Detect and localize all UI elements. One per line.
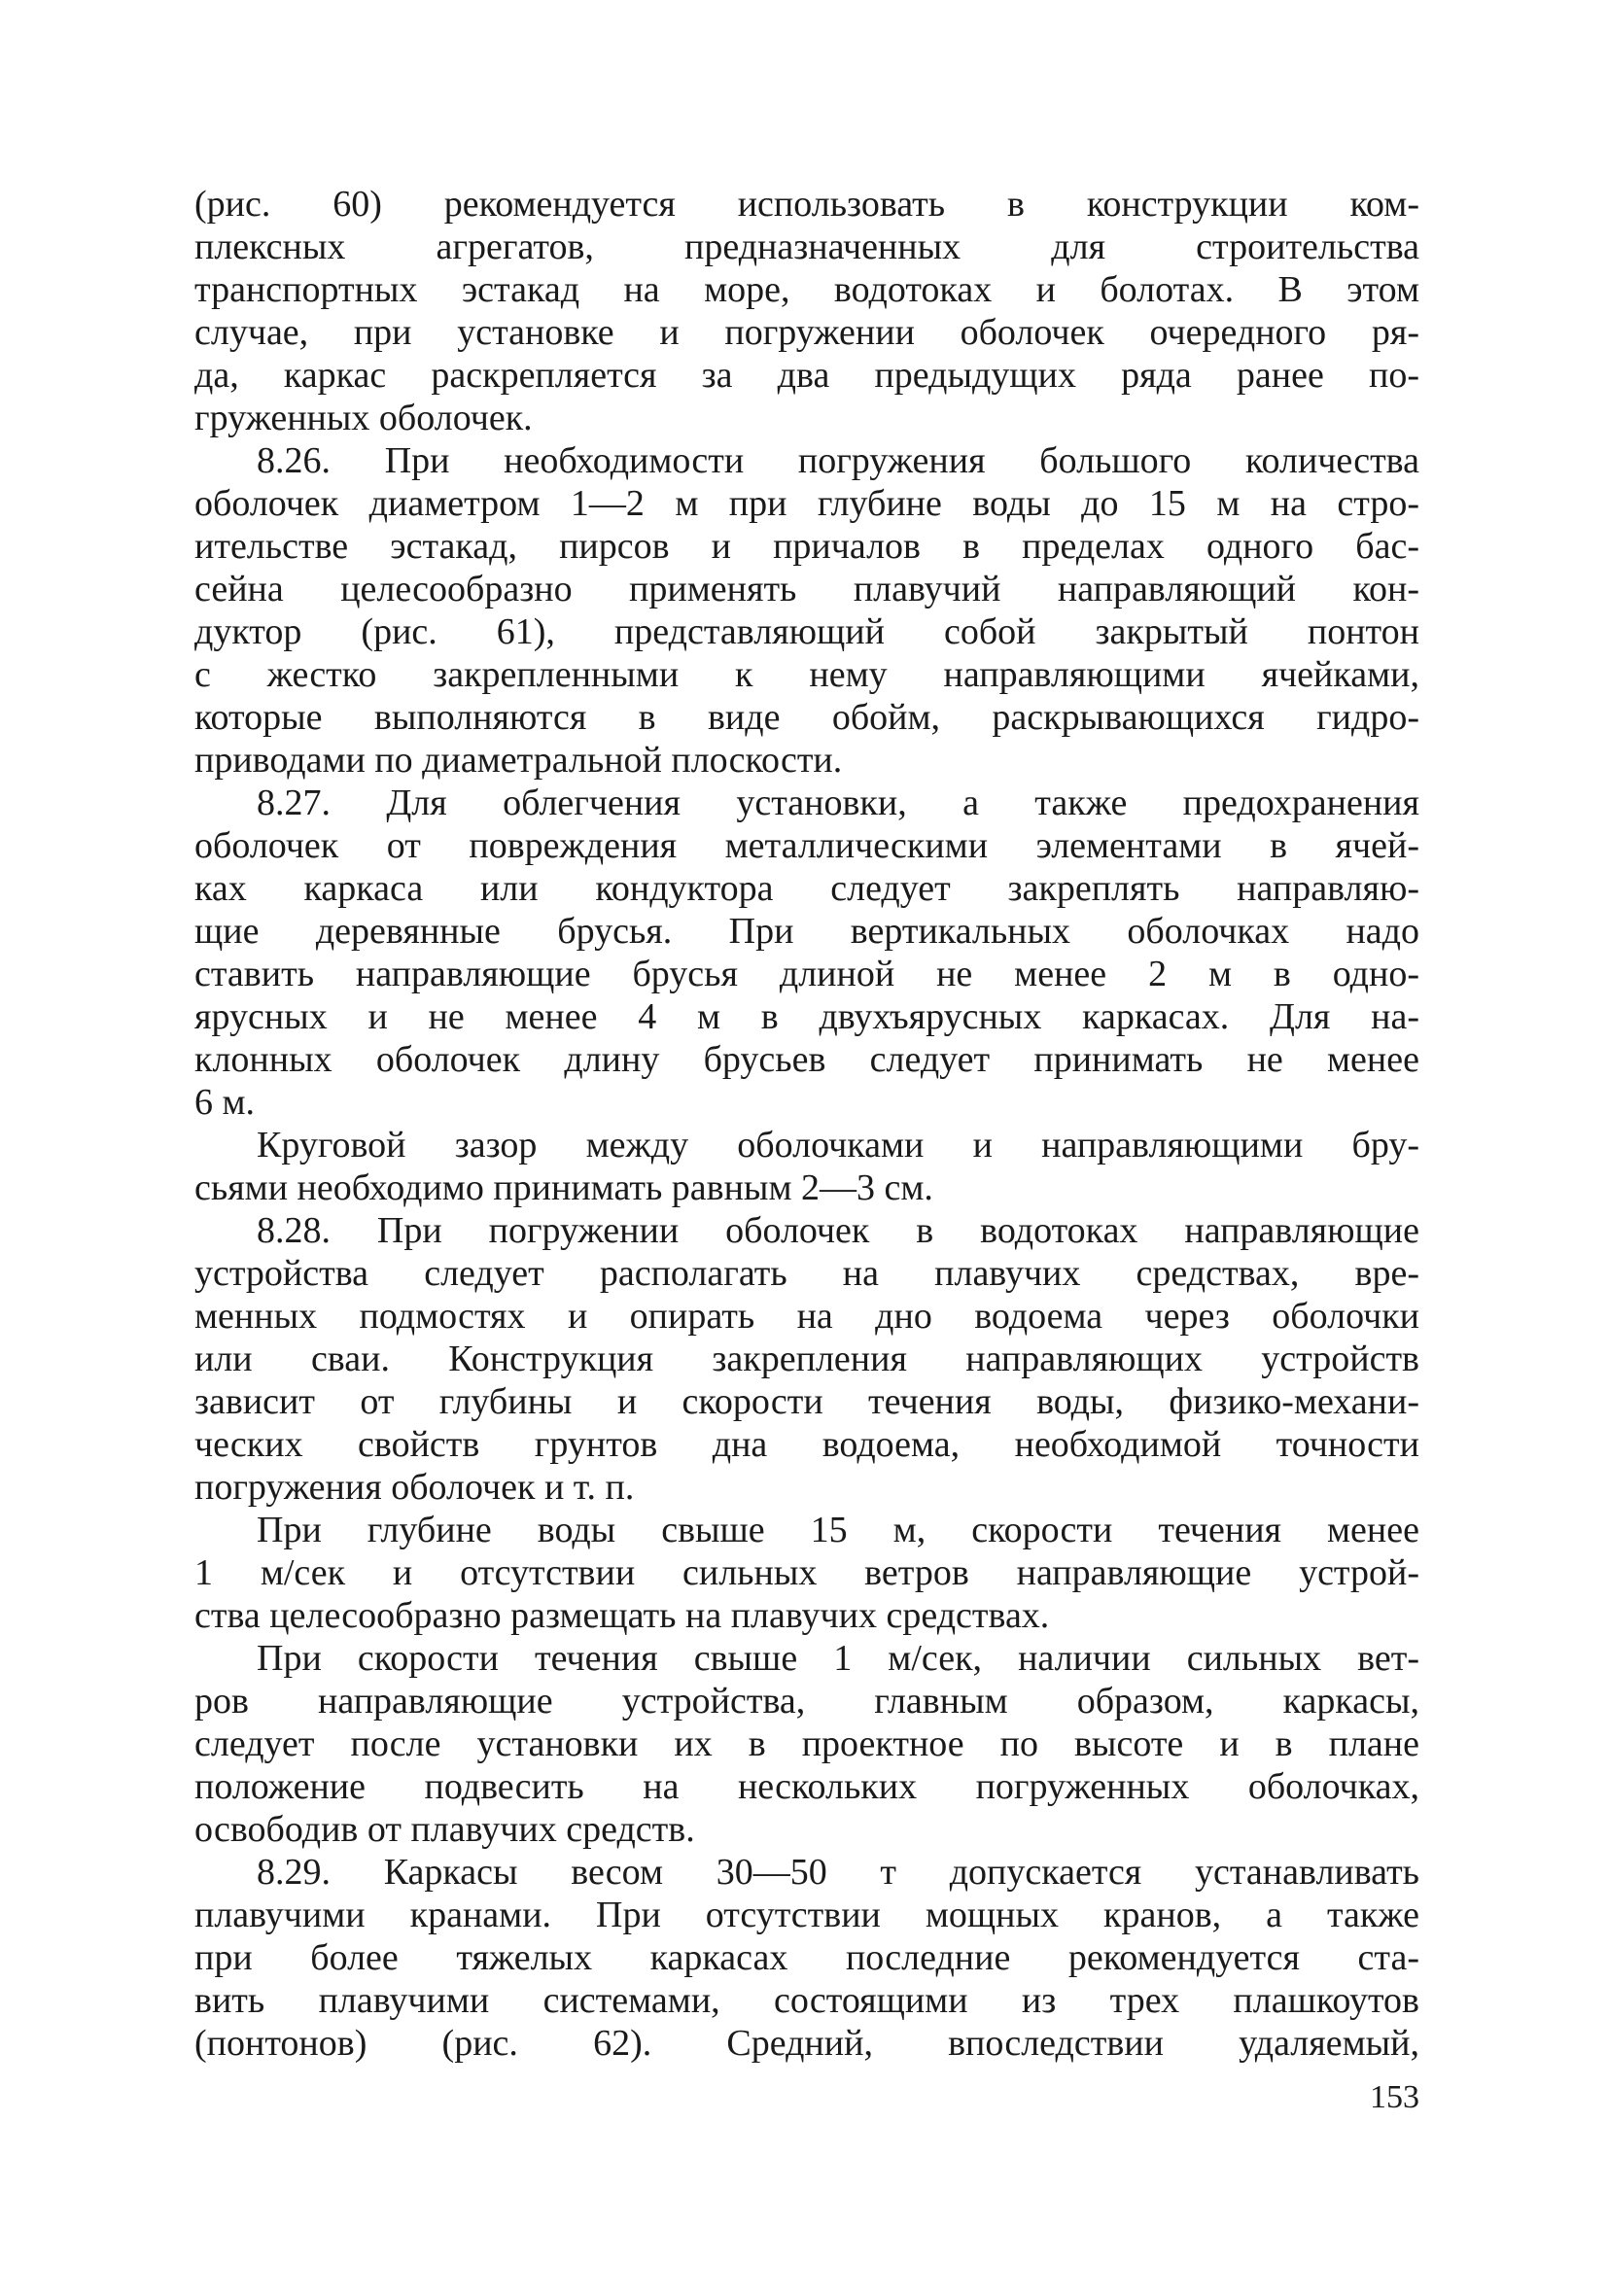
text-line: 8.27. Для облегчения установки, а также предохранения xyxy=(257,783,1419,823)
text-line: транспортных эстакад на море, водотоках и болотах. В этом xyxy=(194,269,1419,310)
page-number: 153 xyxy=(1370,2079,1419,2115)
text-line: ров направляющие устройства, главным образом, каркасы, xyxy=(194,1681,1419,1722)
text-line: 6 м. xyxy=(194,1082,256,1123)
text-line: ярусных и не менее 4 м в двухъярусных каркасах. Для на- xyxy=(194,996,1419,1037)
text-line: или сваи. Конструкция закрепления направляющих устройств xyxy=(194,1339,1419,1379)
text-line: следует после установки их в проектное по высоте и в плане xyxy=(194,1723,1419,1764)
text-line: 8.28. При погружении оболочек в водотоках направляющие xyxy=(257,1210,1419,1251)
text-line: груженных оболочек. xyxy=(194,398,533,438)
text-line: 8.29. Каркасы весом 30—50 т допускается устанавливать xyxy=(257,1852,1419,1893)
text-line: Круговой зазор между оболочками и направляющими бру- xyxy=(257,1125,1419,1165)
text-line: плексных агрегатов, предназначенных для строительства xyxy=(194,226,1419,267)
text-line: (рис. 60) рекомендуется использовать в конструкции ком- xyxy=(194,184,1419,225)
text-line: вить плавучими системами, состоящими из трех плашкоутов xyxy=(194,1980,1419,2021)
body-text xyxy=(194,183,1419,2065)
text-line: 8.26. При необходимости погружения большого количества xyxy=(257,440,1419,481)
text-line: клонных оболочек длину брусьев следует принимать не менее xyxy=(194,1039,1419,1080)
text-line: оболочек от повреждения металлическими элементами в ячей- xyxy=(194,825,1419,866)
text-line: При глубине воды свыше 15 м, скорости течения менее xyxy=(257,1510,1419,1550)
text-line: оболочек диаметром 1—2 м при глубине воды до 15 м на стро- xyxy=(194,483,1419,524)
text-line: ства целесообразно размещать на плавучих средствах. xyxy=(194,1595,1050,1636)
text-line: положение подвесить на нескольких погруженных оболочках, xyxy=(194,1766,1419,1807)
text-line: ставить направляющие брусья длиной не менее 2 м в одно- xyxy=(194,954,1419,994)
text-line: плавучими кранами. При отсутствии мощных кранов, а также xyxy=(194,1895,1419,1935)
text-line: случае, при установке и погружении оболочек очередного ря- xyxy=(194,312,1419,353)
text-line: которые выполняются в виде обойм, раскрывающихся гидро- xyxy=(194,697,1419,738)
text-line: зависит от глубины и скорости течения воды, физико-механи- xyxy=(194,1381,1419,1422)
text-line: при более тяжелых каркасах последние рекомендуется ста- xyxy=(194,1937,1419,1978)
text-line: устройства следует располагать на плавучих средствах, вре- xyxy=(194,1253,1419,1294)
text-line: освободив от плавучих средств. xyxy=(194,1809,695,1850)
text-line: сейна целесообразно применять плавучий направляющий кон- xyxy=(194,569,1419,609)
text-line: да, каркас раскрепляется за два предыдущих ряда ранее по- xyxy=(194,355,1419,396)
text-line: 1 м/сек и отсутствии сильных ветров направляющие устрой- xyxy=(194,1552,1419,1593)
text-line: (понтонов) (рис. 62). Средний, впоследствии удаляемый, xyxy=(194,2023,1419,2064)
text-line: дуктор (рис. 61), представляющий собой закрытый понтон xyxy=(194,611,1419,652)
text-line: с жестко закрепленными к нему направляющими ячейками, xyxy=(194,654,1419,695)
text-line: При скорости течения свыше 1 м/сек, наличии сильных вет- xyxy=(257,1638,1419,1679)
text-line: менных подмостях и опирать на дно водоема через оболочки xyxy=(194,1296,1419,1337)
text-line: приводами по диаметральной плоскости. xyxy=(194,740,843,781)
text-line: щие деревянные брусья. При вертикальных оболочках надо xyxy=(194,911,1419,952)
text-line: ительстве эстакад, пирсов и причалов в пределах одного бас- xyxy=(194,526,1419,567)
text-line: ках каркаса или кондуктора следует закреплять направляю- xyxy=(194,868,1419,909)
text-line: ческих свойств грунтов дна водоема, необходимой точности xyxy=(194,1424,1419,1465)
text-line: сьями необходимо принимать равным 2—3 см. xyxy=(194,1167,933,1208)
text-line: погружения оболочек и т. п. xyxy=(194,1467,635,1508)
